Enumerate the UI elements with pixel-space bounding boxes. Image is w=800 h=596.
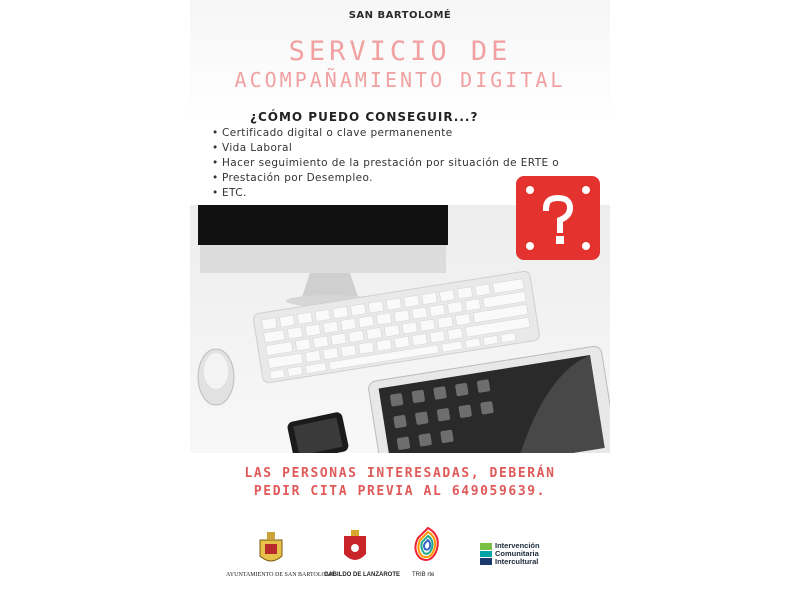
intervencion-line-3: Intercultural <box>495 557 539 566</box>
title-line-1: SERVICIO DE <box>288 36 512 67</box>
cta-line-2: PEDIR CITA PREVIA AL 649059639. <box>253 484 547 499</box>
cta-line-1: LAS PERSONAS INTERESADAS, DEBERÁN <box>244 466 556 481</box>
question-heading: ¿CÓMO PUEDO CONSEGUIR...? <box>250 110 479 124</box>
intervencion-line-2: Comunitaria <box>495 549 539 558</box>
title-line-2: ACOMPAÑAMIENTO DIGITAL <box>234 68 566 92</box>
tribarte-caption: TRIB rte <box>412 572 435 578</box>
list-item: • Prestación por Desempleo. <box>212 171 559 186</box>
ayuntamiento-caption: AYUNTAMIENTO DE SAN BARTOLOMÉ <box>226 572 335 578</box>
intervencion-line-1: Intervención <box>495 541 540 550</box>
logo-intervencion <box>495 542 540 566</box>
logo-cabildo <box>342 530 368 568</box>
cabildo-caption: CABILDO DE LANZAROTE <box>324 572 400 578</box>
logo-ayuntamiento <box>256 530 286 570</box>
poster <box>190 0 610 596</box>
list-item: • Hacer seguimiento de la prestación por situación de ERTE o <box>212 156 559 171</box>
services-list <box>212 126 559 201</box>
list-item: • Vida Laboral <box>212 141 559 156</box>
logo-tribarte <box>412 526 444 570</box>
phone-image <box>286 411 349 453</box>
question-mark-icon <box>516 176 600 260</box>
logo-intervencion-mark <box>480 543 492 565</box>
list-item: • Certificado digital o clave permanenente <box>212 126 559 141</box>
list-item: • ETC. <box>212 186 559 201</box>
municipality-label: SAN BARTOLOMÉ <box>348 10 452 21</box>
mouse-image <box>198 349 234 405</box>
